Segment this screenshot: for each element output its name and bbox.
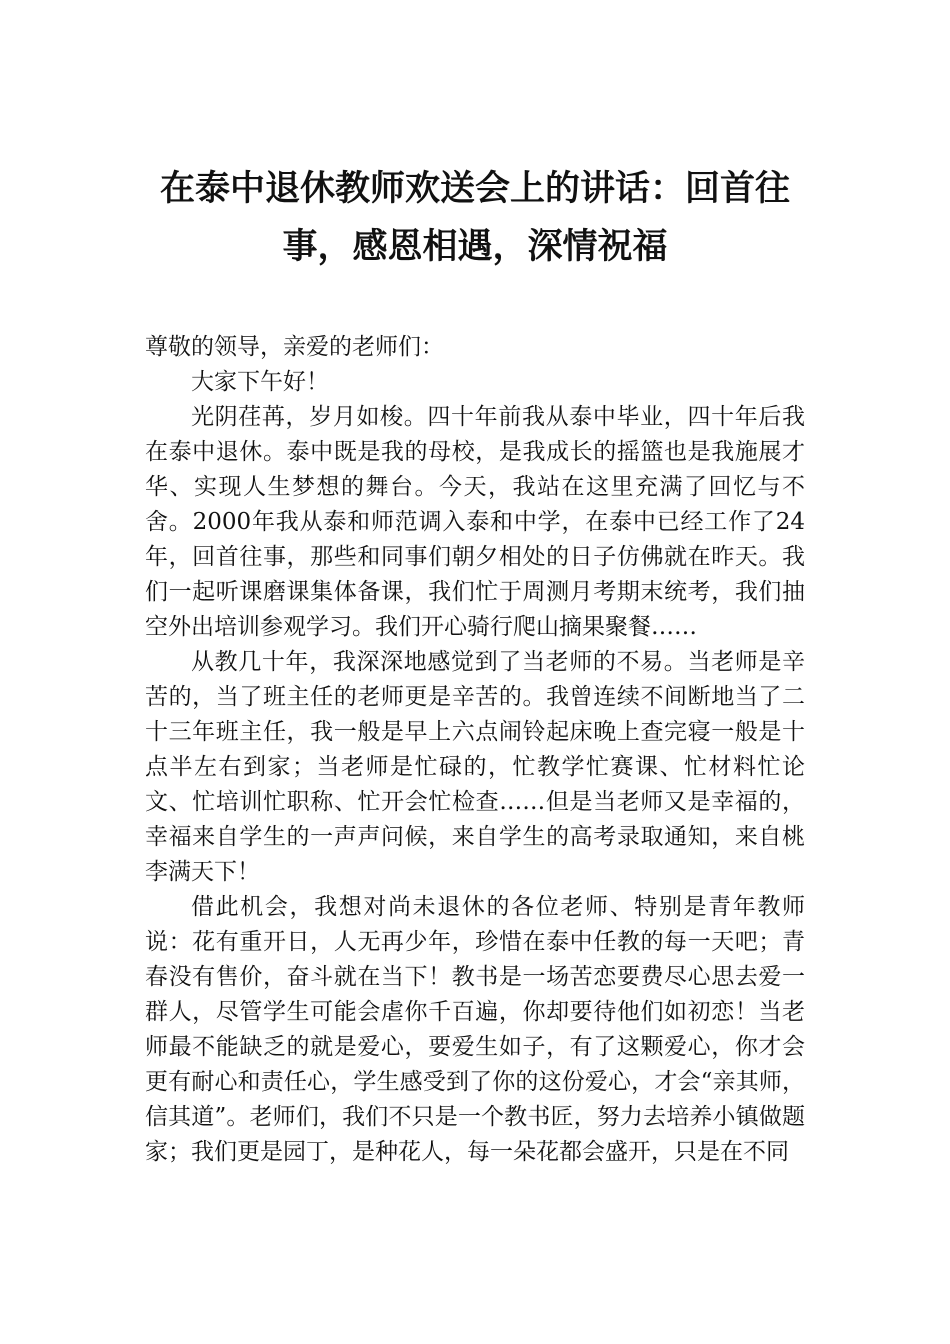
document-title: 在泰中退休教师欢送会上的讲话：回首往事，感恩相遇，深情祝福 (159, 168, 790, 267)
body-paragraph: 从教几十年，我深深地感觉到了当老师的不易。当老师是辛苦的，当了班主任的老师更是辛苦的。我曾连续不间断地当了二十三年班主任，我一般是早上六点闹铃起床晚上查完寝一般是十点半左右到家；当老师是忙碌的，忙教学忙赛课、忙材料忙论文、忙培训忙职称、忙开会忙检查……但是当老师又是幸福的，幸福来自学生的一声声问候，来自学生的高考录取通知，来自桃李满天下！ (145, 649, 805, 885)
salutation: 尊敬的领导，亲爱的老师们： (145, 334, 444, 360)
body-paragraph: 借此机会，我想对尚未退休的各位老师、特别是青年教师说：花有重开日，人无再少年，珍惜在泰中任教的每一天吧；青春没有售价，奋斗就在当下！教书是一场苦恋要费尽心思去爱一群人，尽管学生可能会虐你千百遍，你却要待他们如初恋！当老师最不能缺乏的就是爱心，要爱生如子，有了这颗爱心，你才会更有耐心和责任心，学生感受到了你的这份爱心，才会“亲其师，信其道”。老师们，我们不只是一个教书匠，努力去培养小镇做题家；我们更是园丁，是种花人，每一朵花都会盛开，只是在不同 (145, 894, 805, 1165)
greeting: 大家下午好！ (191, 369, 329, 395)
document-body (145, 330, 805, 1170)
body-paragraph: 光阴荏苒，岁月如梭。四十年前我从泰中毕业，四十年后我在泰中退休。泰中既是我的母校，是我成长的摇篮也是我施展才华、实现人生梦想的舞台。今天，我站在这里充满了回忆与不舍。2000年我从泰和师范调入泰和中学，在泰中已经工作了24年，回首往事，那些和同事们朝夕相处的日子仿佛就在昨天。我们一起听课磨课集体备课，我们忙于周测月考期末统考，我们抽空外出培训参观学习。我们开心骑行爬山摘果聚餐…… (145, 404, 805, 640)
